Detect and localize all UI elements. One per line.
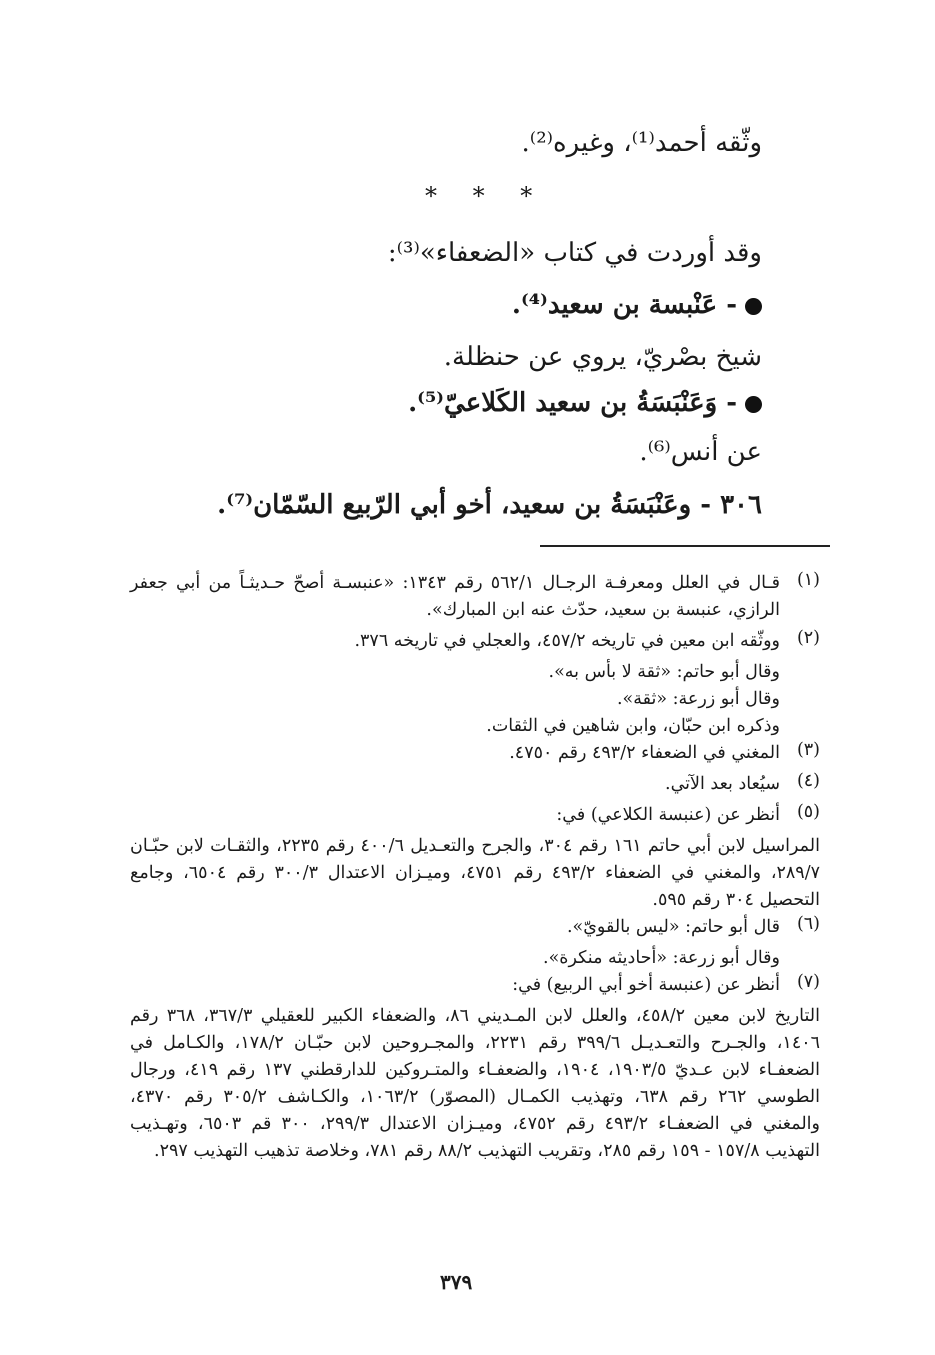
footnote-4: (٤) سيُعاد بعد الآتي. <box>665 771 820 794</box>
footnote-5: (٥) أنظر عن (عنبسة الكلاعي) في: <box>556 802 820 825</box>
page-number: ٣٧٩ <box>440 1270 473 1294</box>
text-line-2: وقد أوردت في كتاب «الضعفاء»⁽³⁾: <box>387 238 762 268</box>
footnote-5-sources: المراسيل لابن أبي حاتم ١٦١ رقم ٣٠٤، والجرح والتعـديل ٤٠٠/٦ رقم ٢٢٣٥، والثقـات لابن حبّـان ٢٨٩/٧، والمغني في الضعفاء ٤٩٣/٢ رقم ٤٧٥١، وميـزان الاعتدال ٣٠٠/٣ رقم ٦٥٠٤، وجامع التحصيل ٣٠٤ رقم ٥٩٥. <box>130 836 820 910</box>
footnote-2-line: وقال أبو حاتم: «ثقة لا بأس به». <box>548 662 780 682</box>
section-separator-stars: * * * <box>425 182 547 210</box>
footnote-divider <box>540 545 830 547</box>
footnote-6: (٦) قال أبو حاتم: «ليس بالقويّ». <box>566 914 820 937</box>
text-line-4: عن أنس⁽⁶⁾. <box>639 437 762 467</box>
footnote-7-sources: التاريخ لابن معين ٤٥٨/٢، والعلل لابن المـديني ٨٦، والضعفاء الكبير للعقيلي ٣٦٧/٣، ٣٦٨ رقم ١٤٠٦، والجـرح والتعـديـل ٣٩٩/٦ رقم ٢٢٣١، والمجـروحين لابن حبّـان ١٧٨/٢، والكـامل في الضعفـاء لابن عـديّ ١٩٠٣/٥، ١٩٠٤، والضعفـاء والمتـروكين للدارقطني ١٣٧ رقم ٤١٩، ورجال الطوسي ٢٦٢ رقم ٦٣٨، وتهذيب الكمـال (المصوّر) ١٠٦٣/٢، والكـاشف ٣٠٥/٢ رقم ٤٣٧٠، والمغني في الضعفـاء ٤٩٣/٢ رقم ٤٧٥٢، وميـزان الاعتدال ٢٩٩/٣، ٣٠٠ قم ٦٥٠٣، وتهـذيب التهذيب ١٥٧/٨ - ١٥٩ رقم ٢٨٥، وتقريب التهذيب ٨٨/٢ رقم ٧٨١، وخلاصة تذهيب التهذيب ٢٩٧. <box>130 1006 821 1161</box>
text-line-1: وثّقه أحمد⁽¹⁾، وغيره⁽²⁾. <box>521 128 762 158</box>
entry-heading-306: ٣٠٦ - وعَنْبَسَةُ بن سعيد، أخو أبي الرّبيع السّمّان⁽⁷⁾. <box>217 490 762 520</box>
footnote-2: (٢) ووثّقه ابن معين في تاريخه ٤٥٧/٢، والعجلي في تاريخه ٣٧٦. <box>354 628 820 651</box>
bullet-icon <box>745 298 762 315</box>
footnote-2-line: وذكره ابن حبّان، وابن شاهين في الثقات. <box>486 716 780 736</box>
footnote-1: (١) قـال في العلل ومعرفـة الرجـال ٥٦٢/١ رقم ١٣٤٣: «عنبسـة أصحّ حـديثـاً من أبي جعفر الرازي، عنبسة بن سعيد، حدّث عنه ابن المبارك». <box>130 570 820 620</box>
entry-heading-2: - وَعَنْبَسَةُ بن سعيد الكَلاعيّ⁽⁵⁾. <box>408 388 762 418</box>
text-line-3: شيخ بصْريّ، يروي عن حنظلة. <box>443 342 762 372</box>
footnote-6-line: وقال أبو زرعة: «أحاديثه منكرة». <box>543 948 780 968</box>
footnote-7: (٧) أنظر عن (عنبسة أخو أبي الربيع) في: <box>512 972 820 995</box>
bullet-icon <box>745 396 762 413</box>
entry-heading-1: - عَنْبسة بن سعيد⁽⁴⁾. <box>512 290 762 320</box>
footnotes <box>130 570 820 1165</box>
footnote-3: (٣) المغني في الضعفاء ٤٩٣/٢ رقم ٤٧٥٠. <box>509 740 820 763</box>
footnote-2-line: وقال أبو زرعة: «ثقة». <box>616 689 780 709</box>
